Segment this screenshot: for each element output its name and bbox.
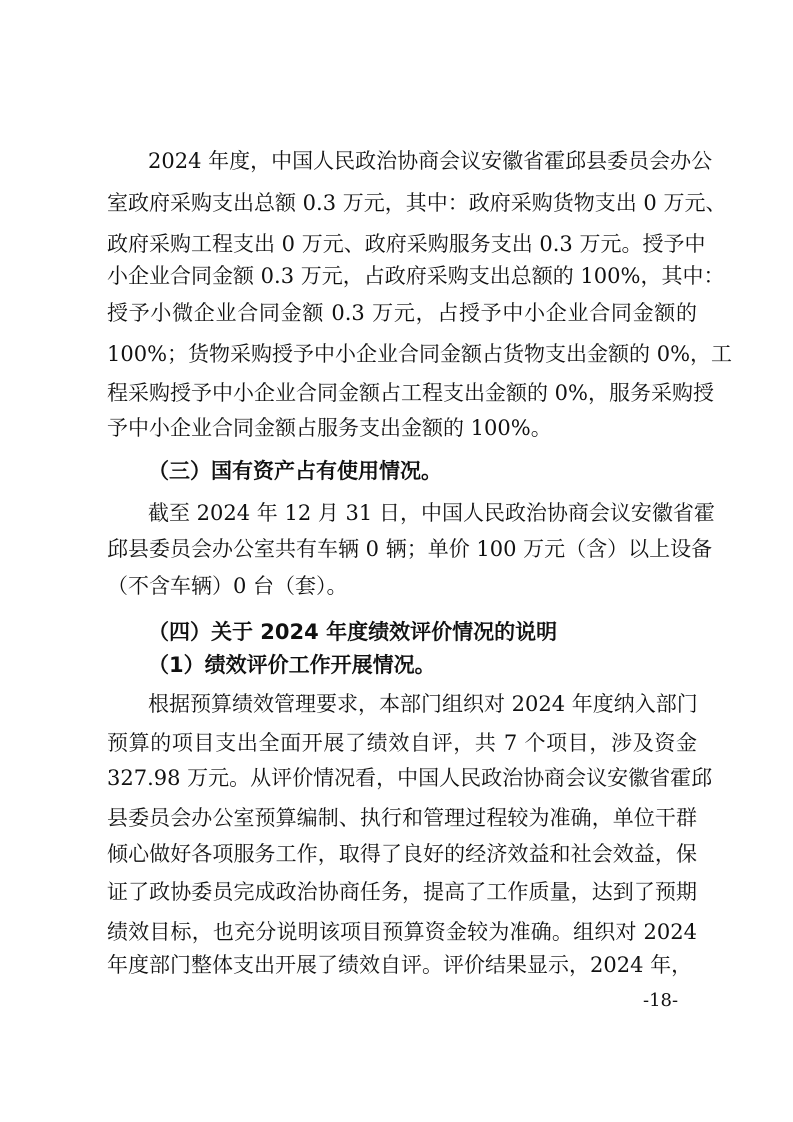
section-heading: （四）关于 2024 年度绩效评价情况的说明 xyxy=(148,620,558,644)
paragraph-line: 100%；货物采购授予中小企业合同金额占货物支出金额的 0%，工 xyxy=(107,342,733,366)
subsection-heading: （1）绩效评价工作开展情况。 xyxy=(148,653,436,677)
paragraph-line: 县委员会办公室预算编制、执行和管理过程较为准确，单位干群 xyxy=(107,806,697,830)
paragraph-line: 年度部门整体支出开展了绩效自评。评价结果显示，2024 年， xyxy=(107,953,693,977)
paragraph-line: 截至 2024 年 12 月 31 日，中国人民政治协商会议安徽省霍 xyxy=(148,501,715,525)
paragraph-line: 政府采购工程支出 0 万元、政府采购服务支出 0.3 万元。授予中 xyxy=(107,232,706,256)
section-heading: （三）国有资产占有使用情况。 xyxy=(148,459,442,483)
paragraph-line: 邱县委员会办公室共有车辆 0 辆；单价 100 万元（含）以上设备 xyxy=(107,537,713,561)
paragraph-line: （不含车辆）0 台（套）。 xyxy=(107,574,348,598)
paragraph-line: 予中小企业合同金额占服务支出金额的 100%。 xyxy=(107,416,552,440)
paragraph-line: 绩效目标，也充分说明该项目预算资金较为准确。组织对 2024 xyxy=(107,920,697,944)
paragraph-line: 2024 年度，中国人民政治协商会议安徽省霍邱县委员会办公 xyxy=(148,149,713,173)
paragraph-line: 根据预算绩效管理要求，本部门组织对 2024 年度纳入部门 xyxy=(148,692,698,716)
paragraph-line: 证了政协委员完成政治协商任务，提高了工作质量，达到了预期 xyxy=(107,880,697,904)
paragraph-line: 倾心做好各项服务工作，取得了良好的经济效益和社会效益，保 xyxy=(107,842,697,866)
paragraph-line: 授予小微企业合同金额 0.3 万元，占授予中小企业合同金额的 xyxy=(107,301,697,325)
paragraph-line: 小企业合同金额 0.3 万元，占政府采购支出总额的 100%，其中： xyxy=(107,264,725,288)
paragraph-line: 预算的项目支出全面开展了绩效自评，共 7 个项目，涉及资金 xyxy=(107,731,697,755)
paragraph-line: 327.98 万元。从评价情况看，中国人民政治协商会议安徽省霍邱 xyxy=(107,766,713,790)
paragraph-line: 程采购授予中小企业合同金额占工程支出金额的 0%，服务采购授 xyxy=(107,381,714,405)
paragraph-line: 室政府采购支出总额 0.3 万元，其中：政府采购货物支出 0 万元、 xyxy=(107,191,727,215)
page-number: -18- xyxy=(643,990,679,1011)
